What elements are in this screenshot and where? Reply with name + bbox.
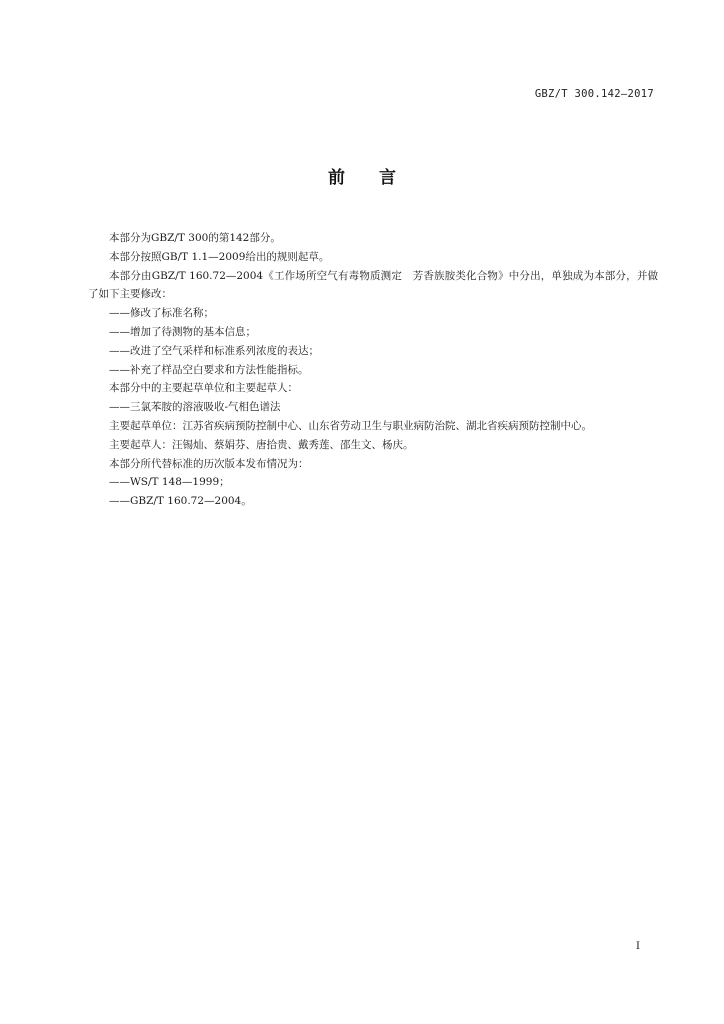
list-item-history-2: ——GBZ/T 160.72—2004。 — [109, 495, 252, 508]
page-number: I — [635, 940, 640, 952]
paragraph-part-statement: 本部分为GBZ/T 300的第142部分。 — [109, 232, 281, 244]
list-item-change-4: ——补充了样品空白要求和方法性能指标。 — [109, 363, 309, 376]
list-item-change-3: ——改进了空气采样和标准系列浓度的表达； — [109, 344, 319, 357]
foreword-body — [88, 229, 658, 511]
list-item-change-2: ——增加了待测物的基本信息； — [109, 325, 256, 338]
list-item-change-1: ——修改了标准名称； — [109, 307, 214, 320]
page-title: 前言 — [328, 168, 430, 188]
list-item-history-1: ——WS/T 148—1999； — [109, 476, 230, 489]
paragraph-history-intro: 本部分所代替标准的历次版本发布情况为： — [109, 457, 309, 470]
paragraph-drafters: 主要起草人：汪锡灿、蔡娟芬、唐拾贵、戴秀莲、邵生文、杨庆。 — [109, 438, 414, 451]
standard-number: GBZ/T 300.142—2017 — [534, 88, 654, 100]
paragraph-drafting-units: 主要起草单位：江苏省疾病预防控制中心、山东省劳动卫生与职业病防治院、湖北省疾病预防控制中心。 — [109, 419, 592, 432]
list-item-method: ——三氯苯胺的溶液吸收-气相色谱法 — [109, 401, 281, 414]
paragraph-drafters-intro: 本部分中的主要起草单位和主要起草人： — [109, 382, 298, 395]
paragraph-drafting-rules: 本部分按照GB/T 1.1—2009给出的规则起草。 — [109, 250, 330, 263]
paragraph-origin: 本部分由GBZ/T 160.72—2004《工作场所空气有毒物质测定 芳香族胺类化合物》中分出，单独成为本部分，并做了如下主要修改： — [88, 269, 658, 301]
